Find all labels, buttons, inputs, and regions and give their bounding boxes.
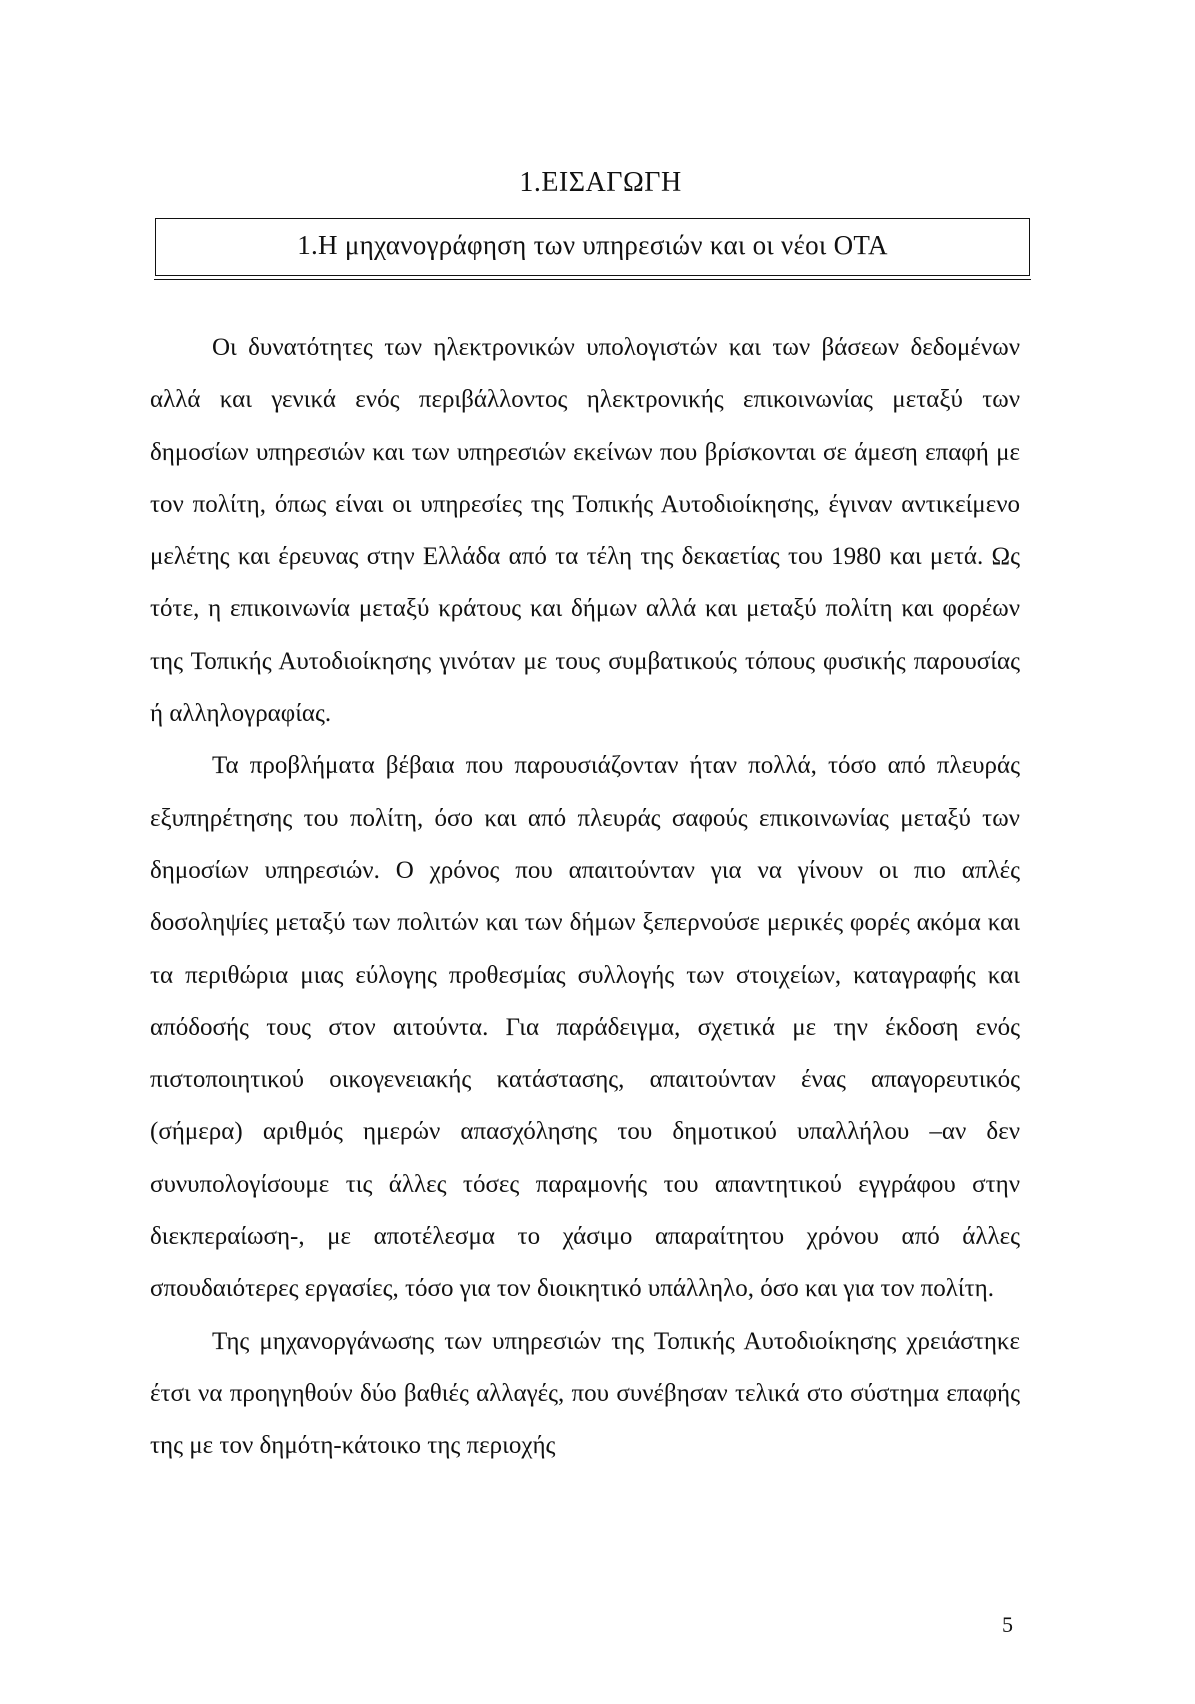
body-text — [150, 322, 1020, 1473]
paragraph-2: Τα προβλήματα βέβαια που παρουσιάζονταν ήταν πολλά, τόσο από πλευράς εξυπηρέτησης του πολίτη, όσο και από πλευράς σαφούς επικοινωνίας μεταξύ των δημοσίων υπηρεσιών. Ο χρόνος που απαιτούνταν για να γίνουν οι πιο απλές δοσοληψίες μεταξύ των πολιτών και των δήμων ξεπερνούσε μερικές φορές ακόμα και τα περιθώρια μιας εύλογης προθεσμίας συλλογής των στοιχείων, καταγραφής και απόδοσής τους στον αιτούντα. Για παράδειγμα, σχετικά με την έκδοση ενός πιστοποιητικού οικογενειακής κατάστασης, απαιτούνταν ένας απαγορευτικός (σήμερα) αριθμός ημερών απασχόλησης του δημοτικού υπαλλήλου –αν δεν συνυπολογίσουμε τις άλλες τόσες παραμονής του απαντητικού εγγράφου στην διεκπεραίωση-, με αποτέλεσμα το χάσιμο απαραίτητου χρόνου από άλλες σπουδαιότερες εργασίες, τόσο για τον διοικητικό υπάλληλο, όσο και για τον πολίτη. — [150, 752, 1020, 1303]
page-number: 5 — [1002, 1612, 1013, 1637]
section-title-box — [155, 218, 1030, 276]
section-title: 1.Η μηχανογράφηση των υπηρεσιών και οι νέοι ΟΤΑ — [297, 230, 888, 260]
paragraph-1: Οι δυνατότητες των ηλεκτρονικών υπολογιστών και των βάσεων δεδομένων αλλά και γενικά ενός περιβάλλοντος ηλεκτρονικής επικοινωνίας μεταξύ των δημοσίων υπηρεσιών και των υπηρεσιών εκείνων που βρίσκονται σε άμεση επαφή με τον πολίτη, όπως είναι οι υπηρεσίες της Τοπικής Αυτοδιοίκησης, έγιναν αντικείμενο μελέτης και έρευνας στην Ελλάδα από τα τέλη της δεκαετίας του 1980 και μετά. Ως τότε, η επικοινωνία μεταξύ κράτους και δήμων αλλά και μεταξύ πολίτη και φορέων της Τοπικής Αυτοδιοίκησης γινόταν με τους συμβατικούς τόπους φυσικής παρουσίας ή αλληλογραφίας. — [150, 334, 1020, 728]
paragraph-3: Της μηχανοργάνωσης των υπηρεσιών της Τοπικής Αυτοδιοίκησης χρειάστηκε έτσι να προηγηθούν δύο βαθιές αλλαγές, που συνέβησαν τελικά στο σύστημα επαφής της με τον δημότη-κάτοικο της περιοχής — [150, 1327, 1020, 1460]
chapter-title: 1.ΕΙΣΑΓΩΓΗ — [519, 167, 682, 198]
